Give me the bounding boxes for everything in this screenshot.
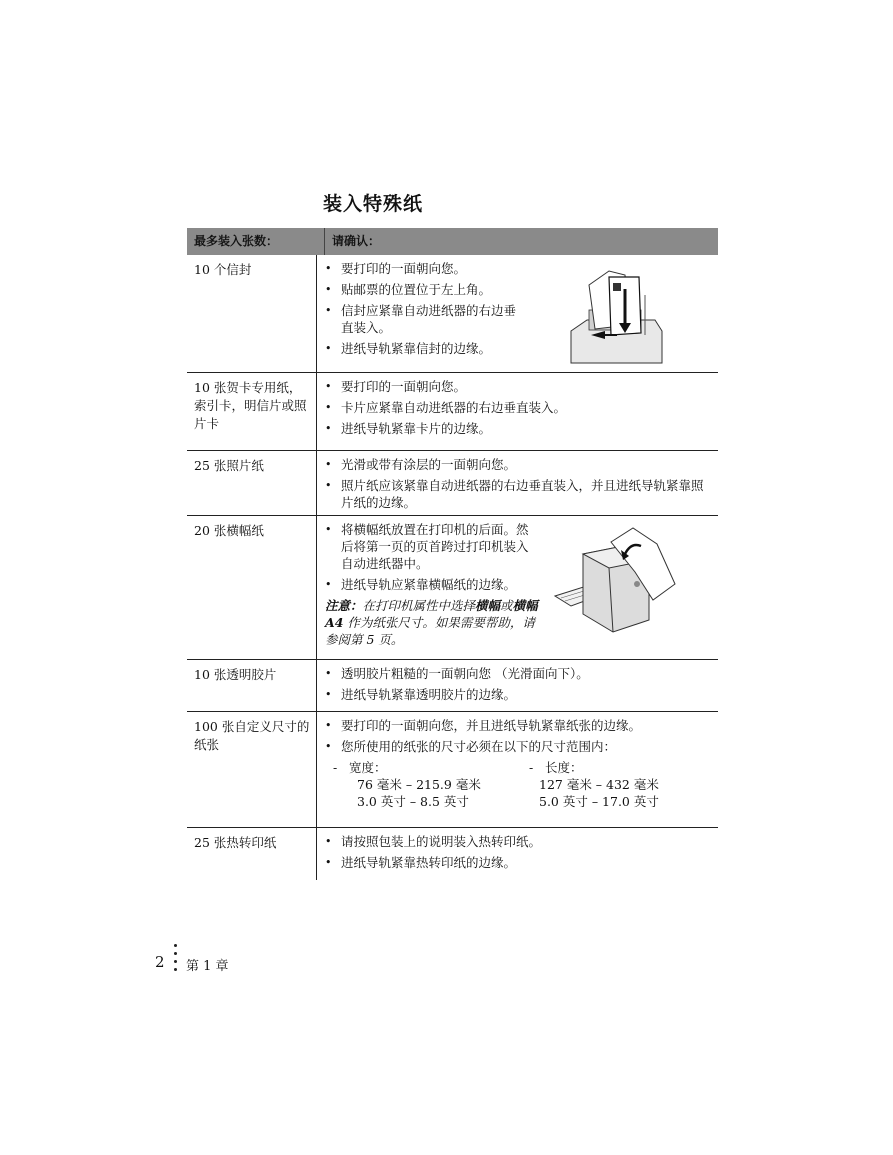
list-item: • 将横幅纸放置在打印机的后面。然后将第一页的页首跨过打印机装入自动进纸器中。 [325, 522, 529, 571]
width-range: - 宽度： 76 毫米 – 215.9 毫米 3.0 英寸 – 8.5 英寸 [333, 760, 481, 809]
printer-banner-illustration [553, 524, 678, 636]
qty-cell: 10 个信封 [187, 255, 317, 372]
chapter-label: 第 1 章 [186, 959, 229, 974]
qty-cell: 10 张贺卡专用纸，索引卡，明信片或照片卡 [187, 373, 317, 450]
list-item: • 进纸导轨紧靠热转印纸的边缘。 [325, 855, 517, 870]
header-max-load: 最多装入张数： [187, 228, 325, 255]
instructions-cell [317, 255, 718, 372]
table-row [187, 451, 718, 516]
instructions-cell [317, 373, 718, 450]
size-ranges [325, 759, 710, 810]
list-item: • 信封应紧靠自动进纸器的右边垂直装入。 [325, 303, 517, 335]
instructions-cell [317, 712, 718, 827]
banner-note: 注意：在打印机属性中选择横幅或横幅 A4 作为纸张尺寸。如果需要帮助，请参阅第 5 页。 [325, 598, 538, 647]
qty-cell: 25 张照片纸 [187, 451, 317, 515]
header-confirm: 请确认： [332, 234, 381, 248]
list-item: • 您所使用的纸张的尺寸必须在以下的尺寸范围内： [325, 739, 617, 754]
table-row [187, 828, 718, 880]
qty-cell: 100 张自定义尺寸的纸张 [187, 712, 317, 827]
qty-cell: 25 张热转印纸 [187, 828, 317, 880]
table-row [187, 373, 718, 451]
page-number: 2 [155, 953, 165, 971]
table-header [187, 228, 718, 255]
envelope-loading-illustration [569, 265, 664, 365]
list-item: • 进纸导轨紧靠透明胶片的边缘。 [325, 687, 517, 702]
table-row [187, 660, 718, 712]
list-item: • 进纸导轨紧靠卡片的边缘。 [325, 421, 492, 436]
page-title: 装入特殊纸 [323, 193, 424, 215]
list-item: • 进纸导轨应紧靠横幅纸的边缘。 [325, 577, 517, 592]
length-range: - 长度： 127 毫米 – 432 毫米 5.0 英寸 – 17.0 英寸 [529, 760, 659, 809]
instructions-cell [317, 660, 718, 711]
list-item: • 光滑或带有涂层的一面朝向您。 [325, 457, 517, 472]
list-item: • 卡片应紧靠自动进纸器的右边垂直装入。 [325, 400, 567, 415]
footer-dots [174, 944, 178, 976]
qty-cell: 20 张横幅纸 [187, 516, 317, 659]
list-item: • 要打印的一面朝向您。 [325, 261, 467, 276]
qty-cell: 10 张透明胶片 [187, 660, 317, 711]
instructions-cell [317, 828, 718, 880]
paper-table [187, 228, 718, 880]
table-row [187, 255, 718, 373]
table-row [187, 712, 718, 828]
list-item: • 照片纸应该紧靠自动进纸器的右边垂直装入，并且进纸导轨紧靠照片纸的边缘。 [325, 478, 704, 510]
list-item: • 要打印的一面朝向您，并且进纸导轨紧靠纸张的边缘。 [325, 718, 642, 733]
list-item: • 透明胶片粗糙的一面朝向您 （光滑面向下）。 [325, 666, 589, 681]
list-item: • 贴邮票的位置位于左上角。 [325, 282, 492, 297]
table-row [187, 516, 718, 660]
list-item: • 进纸导轨紧靠信封的边缘。 [325, 341, 492, 356]
instructions-cell [317, 516, 718, 659]
list-item: • 要打印的一面朝向您。 [325, 379, 467, 394]
instructions-cell [317, 451, 718, 515]
list-item: • 请按照包装上的说明装入热转印纸。 [325, 834, 542, 849]
